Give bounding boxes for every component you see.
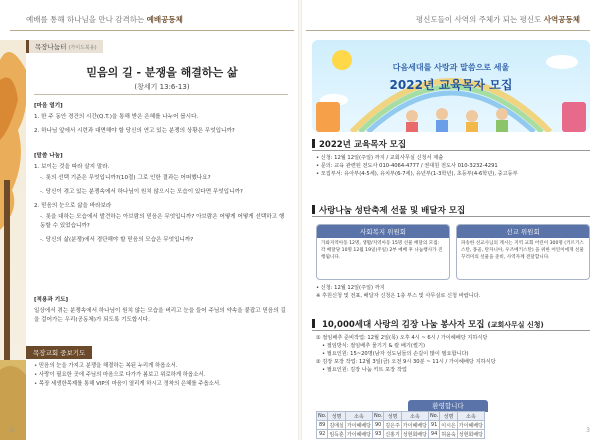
box-title: 목장나눔터: [35, 43, 67, 51]
left-page-header: [26, 14, 183, 25]
header-no: No.: [318, 413, 327, 419]
prayer-item: • 목장 세생한목제를 통해 VIP의 마음이 열리게 하시고 정착의 은혜를 주옵소서.: [34, 380, 288, 389]
prayer-item: • 믿음의 눈을 가지고 분쟁을 해결하는 복된 누리게 하옵소서.: [34, 362, 288, 371]
recruit-section-title: 2022년 교육목자 모집: [312, 138, 406, 150]
header-affiliation: 소속: [345, 412, 372, 421]
kimchi-detail: • 필요인원: 15~20명(남자 성도님들의 손길이 많이 필요합니다): [316, 350, 590, 358]
teacher-recruit-banner: [312, 40, 590, 132]
table-cell: 89: [317, 421, 328, 430]
prayer-section-title: 목장교회 중보기도: [26, 346, 92, 359]
table-cell: 김은주: [385, 422, 400, 429]
table-cell: 성현회배당: [458, 431, 483, 438]
right-header-prefix: 평신도들이 사역의 주체가 되는 평신도: [415, 15, 542, 24]
section-divider: [312, 150, 590, 151]
header-no: No.: [429, 413, 439, 419]
sub-question-item: -. 당신이 겪고 있는 분쟁속에서 하나님이 원치 않으시는 모습이 있다면 무엇입니까?: [40, 189, 243, 195]
kimchi-detail: • 필요인원: 김장 나눔 키트 포장 작업: [316, 366, 590, 374]
mission-committee-text: 파송한 선교사님의 계시는 지역 교회 어린이 300명 (키르기스스탄, 몽골, 탄자니아, 우즈베키스탄) 을 위한 어린이에게 선물 꾸러미의 선물을 준비, 사역자께 전달합니다.: [461, 241, 584, 260]
recruit-detail: • 모집부서: 유아부(4-5세), 유치부(6-7세), 유년부(1-3학년), 초등부(4-6학년), 중고등부: [316, 170, 590, 178]
question-item: 2. 하나님 앞에서 시련과 대면해야 할 당신의 연고 있는 분쟁의 상황은 무엇입니까?: [34, 128, 235, 134]
table-cell: 신홍기: [385, 431, 400, 438]
question-item: 1. 한 주 동안 경건의 시간(Q.T.)을 통해 받은 은혜를 나누어 봅시다.: [34, 114, 199, 120]
table-row: [317, 430, 485, 439]
section-word-sharing: [34, 152, 288, 250]
section-divider: [312, 216, 590, 217]
table-cell: 이시은: [441, 422, 456, 429]
kimchi-title: 10,000세대 사랑의 김장 나눔 봉사자 모집: [321, 320, 485, 330]
kimchi-detail: ② 김장 포장 작업: 12월 3일(금) 오전 9시 30분 ~ 11시 / 가이헤배당 지하식당: [316, 359, 496, 365]
section-application-prayer: [34, 296, 288, 330]
header-affiliation: 소속: [401, 412, 428, 421]
welfare-committee-box: [316, 224, 450, 280]
table-cell: 93: [372, 430, 383, 439]
table-cell: 92: [317, 430, 328, 439]
left-header-title: 예배공동체: [146, 15, 183, 24]
header-name: 성명: [440, 412, 458, 421]
sermon-title: 믿음의 길 - 분쟁을 해결하는 삶: [86, 66, 238, 79]
box-subtitle: (가이드북용): [68, 45, 97, 51]
section-title: [적용과 기도]: [34, 297, 69, 303]
welcome-table: [316, 411, 485, 439]
right-header-rule: [306, 30, 590, 31]
table-cell: 90: [372, 421, 383, 430]
table-cell: 임득훈: [329, 431, 344, 438]
table-cell: 성현회배당: [402, 431, 427, 438]
left-header-prefix: 예배를 통해 하나님을 만나 감격하는: [26, 15, 145, 24]
autumn-tree-illustration: [0, 40, 26, 440]
mission-committee-box: [456, 224, 590, 280]
question-item: 1. 보이는 것을 따라 살지 말라.: [34, 164, 110, 170]
table-cell: 김애실: [329, 422, 344, 429]
section-title: [말씀 나눔]: [34, 153, 63, 159]
header-affiliation: 소속: [457, 412, 484, 421]
right-page-header: [416, 14, 580, 25]
header-name: 성명: [328, 412, 346, 421]
small-group-box-title: [26, 40, 103, 53]
recruit-detail: • 문의: 교육 관련된 전도사 010-4064-4777 / 권대원 전도사 010-3232-4291: [316, 162, 590, 170]
section-open-heart: [34, 102, 288, 141]
christmas-gift-details: [316, 284, 590, 300]
banner-title: 2022년 교육목자 모집: [389, 78, 513, 92]
kimchi-section-title: [312, 318, 544, 330]
question-item: 2. 믿음의 눈으로 삶을 바라보라: [34, 203, 112, 209]
application-text: 일상에서 겪는 분쟁속에서 하나님이 원치 않는 모습을 버리고 눈을 들어 주님의 약속을 붙잡고 믿음의 길을 걸어가는 우리(공동체)가 되도록 기도합시다.: [34, 308, 286, 323]
welcome-header-row: [317, 412, 485, 421]
kimchi-detail: • 절임방식: 절임배추 물기기 & 칼 배기(썰기): [316, 342, 590, 350]
prayer-item: • 사랑이 필요한 곳에 주님의 마음으로 다가가 봄보고 위로하게 하옵소서.: [34, 371, 288, 380]
gift-detail: • 신청: 12월 12일(주일) 까지: [316, 284, 590, 292]
welfare-committee-title: 사회복지 위원회: [317, 225, 449, 238]
kimchi-title-note: (교회사무실 신청): [487, 321, 544, 329]
header-name: 성명: [384, 412, 402, 421]
committee-boxes: [316, 224, 590, 280]
table-cell: 가이헤배당: [346, 431, 371, 438]
table-row: [317, 421, 485, 430]
recruit-detail: • 신청: 12월 12일(주일) 까지 / 교회사무실 신청서 제출: [316, 154, 590, 162]
left-header-rule: [10, 30, 294, 31]
sub-question-item: -. 롯의 선택 기준은 무엇입니까?(10절) 그로 인한 결과는 어떠했나요?: [40, 175, 211, 181]
table-cell: 가이헤배당: [458, 422, 483, 429]
kimchi-details: [316, 334, 590, 374]
section-title: [마음 열기]: [34, 103, 63, 109]
title-divider: [34, 94, 288, 95]
header-no: No.: [373, 413, 383, 419]
section-divider: [312, 330, 590, 331]
kimchi-detail: ① 절임배추 준비작업: 12월 2일(목) 오후 4시 ~ 6시 / 가이헤배당 지하식당: [316, 335, 488, 341]
right-header-title: 사역공동체: [543, 15, 580, 24]
page-number-left: 2: [10, 427, 14, 434]
prayer-list: [34, 362, 288, 389]
welfare-committee-text: 가와지역아동 12명, 생활/지역아동 15명 선물 배달의 모집: 각 배달당 10명 12월 19일(주일) 2부 예배 후 나눔행사가 진행됩니다.: [321, 241, 443, 260]
mission-committee-title: 선교 위원회: [457, 225, 589, 238]
table-cell: 가이헤배당: [402, 422, 427, 429]
right-page: [300, 0, 600, 440]
table-cell: 허윤숙: [441, 431, 456, 438]
sub-question-item: -. 롯을 대하는 모습에서 발견하는 아브람의 믿음은 무엇입니까? 아브람은 어떻게 어떻게 선택하고 행동할 수 있었습니까?: [40, 214, 285, 229]
gift-note: ※ 후원신청 및 전표, 배달자 신청은 1층 부스 및 사무실로 신청 바랍니다.: [316, 293, 481, 299]
page-number-right: 3: [586, 427, 590, 434]
table-cell: 91: [428, 421, 439, 430]
recruit-details: [316, 154, 590, 178]
sermon-reference: (창세기 13:6-13): [134, 83, 190, 91]
banner-subtitle: 다음세대를 사랑과 말씀으로 세울: [392, 63, 510, 72]
christmas-gift-section-title: 사랑나눔 성탄축제 선물 및 배달자 모집: [312, 204, 465, 216]
table-cell: 가이헤배당: [346, 422, 371, 429]
welcome-title: 환영합니다: [408, 400, 488, 412]
table-cell: 94: [428, 430, 439, 439]
sub-question-item: -. 당신의 삶(분쟁)에서 경단해야 할 믿음의 모습은 무엇입니까?: [40, 237, 194, 243]
